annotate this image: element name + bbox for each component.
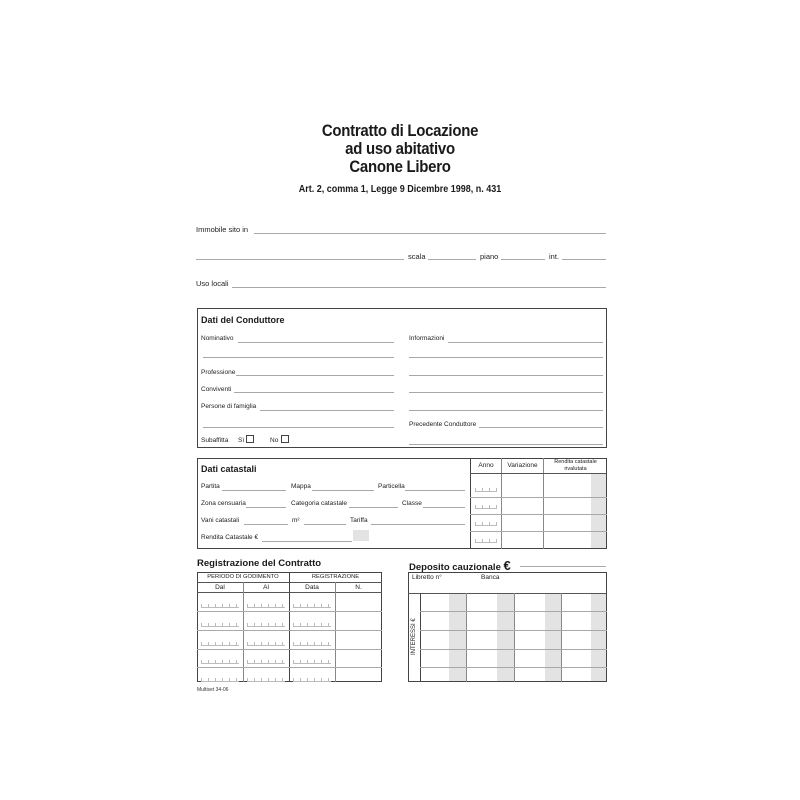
al-ticks[interactable] (247, 659, 285, 664)
immobile-label: Immobile sito in (196, 225, 249, 234)
uso-line[interactable] (232, 287, 606, 288)
informazioni-line-2[interactable] (409, 357, 603, 358)
title-line-2: ad uso abitativo (345, 139, 455, 158)
persone-line[interactable] (260, 410, 394, 411)
subaffitta-label: Subaffitta (201, 437, 229, 444)
al-ticks[interactable] (247, 641, 285, 646)
deposito-row-line-1 (420, 611, 607, 612)
registrazione-row-line-2 (197, 630, 382, 631)
deposito-row-line-2 (420, 630, 607, 631)
footer-code: Multiset 34-06 (197, 687, 229, 693)
data-ticks[interactable] (293, 603, 331, 608)
libretto-label: Libretto n° (412, 574, 442, 581)
persone-label: Persone di famiglia (201, 403, 257, 410)
informazioni-label: Informazioni (409, 335, 445, 342)
tariffa-label: Tariffa (350, 517, 368, 524)
dal-ticks[interactable] (201, 603, 239, 608)
title-line-3: Canone Libero (349, 157, 451, 176)
deposito-col-divider-1 (466, 593, 467, 682)
registrazione-row-line-4 (197, 667, 382, 668)
nominativo-line-2[interactable] (203, 357, 394, 358)
catastali-row-line-3 (470, 531, 607, 532)
int-label: int. (549, 252, 560, 261)
rendita-cents-box[interactable] (353, 530, 369, 541)
immobile-line[interactable] (254, 233, 606, 234)
deposito-row-line-4 (420, 667, 607, 668)
anno-ticks[interactable] (475, 504, 497, 509)
col-divider-1 (501, 458, 502, 549)
scala-line[interactable] (428, 259, 476, 260)
registrazione-title: Registrazione del Contratto (197, 558, 322, 569)
partita-label: Partita (201, 483, 220, 490)
data-ticks[interactable] (293, 641, 331, 646)
si-checkbox[interactable] (246, 435, 254, 443)
piano-line[interactable] (501, 259, 545, 260)
dal-ticks[interactable] (201, 622, 239, 627)
data-ticks[interactable] (293, 622, 331, 627)
classe-label: Classe (402, 500, 422, 507)
col-variazione: Variazione (507, 462, 538, 469)
col-anno: Anno (478, 462, 494, 469)
dal-ticks[interactable] (201, 677, 239, 682)
precedente-line-2[interactable] (409, 444, 603, 445)
classe-line[interactable] (423, 507, 465, 508)
registrazione-row-line-3 (197, 649, 382, 650)
address-line[interactable] (196, 259, 404, 260)
catastali-row-line-1 (470, 497, 607, 498)
col-rendita (544, 459, 607, 472)
al-ticks[interactable] (247, 677, 285, 682)
banca-label: Banca (481, 574, 500, 581)
zona-label: Zona censuaria (201, 500, 246, 507)
catastali-divider (470, 458, 471, 549)
conviventi-label: Conviventi (201, 386, 232, 393)
rendita-line[interactable] (262, 541, 352, 542)
scala-label: scala (408, 252, 426, 261)
conviventi-line[interactable] (234, 392, 394, 393)
professione-line[interactable] (236, 375, 394, 376)
tariffa-line[interactable] (371, 524, 465, 525)
mappa-line[interactable] (312, 490, 374, 491)
vani-line[interactable] (244, 524, 288, 525)
deposito-col-divider-3 (561, 593, 562, 682)
data-header: Data (305, 584, 319, 591)
al-ticks[interactable] (247, 603, 285, 608)
data-ticks[interactable] (293, 659, 331, 664)
categoria-label: Categoria catastale (291, 500, 348, 507)
catastali-title: Dati catastali (201, 464, 257, 474)
n-header: N. (355, 584, 362, 591)
deposito-title-text: Deposito cauzionale (409, 562, 501, 573)
categoria-line[interactable] (349, 507, 398, 508)
professione-label: Professione (201, 369, 236, 376)
deposito-title (409, 558, 511, 573)
piano-label: piano (480, 252, 499, 261)
persone-line-2[interactable] (203, 427, 394, 428)
particella-line[interactable] (405, 490, 465, 491)
rendita-shade (591, 474, 606, 548)
informazioni-line[interactable] (448, 342, 603, 343)
deposito-line[interactable] (520, 566, 606, 567)
anno-ticks[interactable] (475, 487, 497, 492)
registrazione-header: REGISTRAZIONE (311, 574, 360, 580)
uso-label: Uso locali (196, 279, 229, 288)
informazioni-line-3[interactable] (409, 375, 603, 376)
catastali-row-line-2 (470, 514, 607, 515)
dal-ticks[interactable] (201, 659, 239, 664)
conduttore-title: Dati del Conduttore (201, 315, 285, 325)
col-rendita-line-2: rivalutata (564, 465, 587, 472)
mq-label: m² (292, 517, 300, 524)
subtitle: Art. 2, comma 1, Legge 9 Dicembre 1998, n. 431 (298, 184, 502, 195)
euro-icon: € (503, 558, 511, 573)
periodo-header: PERIODO DI GODIMENTO (207, 574, 279, 580)
deposito-row-line-3 (420, 649, 607, 650)
al-ticks[interactable] (247, 622, 285, 627)
partita-line[interactable] (222, 490, 286, 491)
col-rendita-line-1: Rendita catastale (554, 459, 597, 465)
dal-header: Dal (215, 584, 225, 591)
dal-ticks[interactable] (201, 641, 239, 646)
anno-ticks[interactable] (475, 538, 497, 543)
int-line[interactable] (562, 259, 606, 260)
informazioni-line-4[interactable] (409, 392, 603, 393)
al-header: Al (263, 584, 269, 591)
anno-ticks[interactable] (475, 521, 497, 526)
data-ticks[interactable] (293, 677, 331, 682)
no-checkbox[interactable] (281, 435, 289, 443)
vani-label: Vani catastali (201, 517, 240, 524)
precedente-label: Precedente Conduttore (409, 421, 477, 428)
zona-line[interactable] (246, 507, 286, 508)
rendita-label: Rendita Catastale € (201, 534, 259, 541)
registrazione-row-line-1 (197, 611, 382, 612)
interessi-label: INTERESSI € (411, 618, 417, 655)
catastali-header-line (470, 473, 607, 474)
deposito-col-divider-2 (514, 593, 515, 682)
nominativo-label: Nominativo (201, 335, 234, 342)
precedente-line[interactable] (479, 427, 603, 428)
nominativo-line[interactable] (238, 342, 394, 343)
no-label: No (270, 437, 279, 444)
informazioni-line-5[interactable] (409, 410, 603, 411)
mappa-label: Mappa (291, 483, 311, 490)
si-label: Sì (238, 437, 245, 444)
particella-label: Particella (378, 483, 405, 490)
title-line-1: Contratto di Locazione (321, 121, 479, 140)
mq-line[interactable] (304, 524, 346, 525)
interessi-divider (420, 593, 421, 682)
